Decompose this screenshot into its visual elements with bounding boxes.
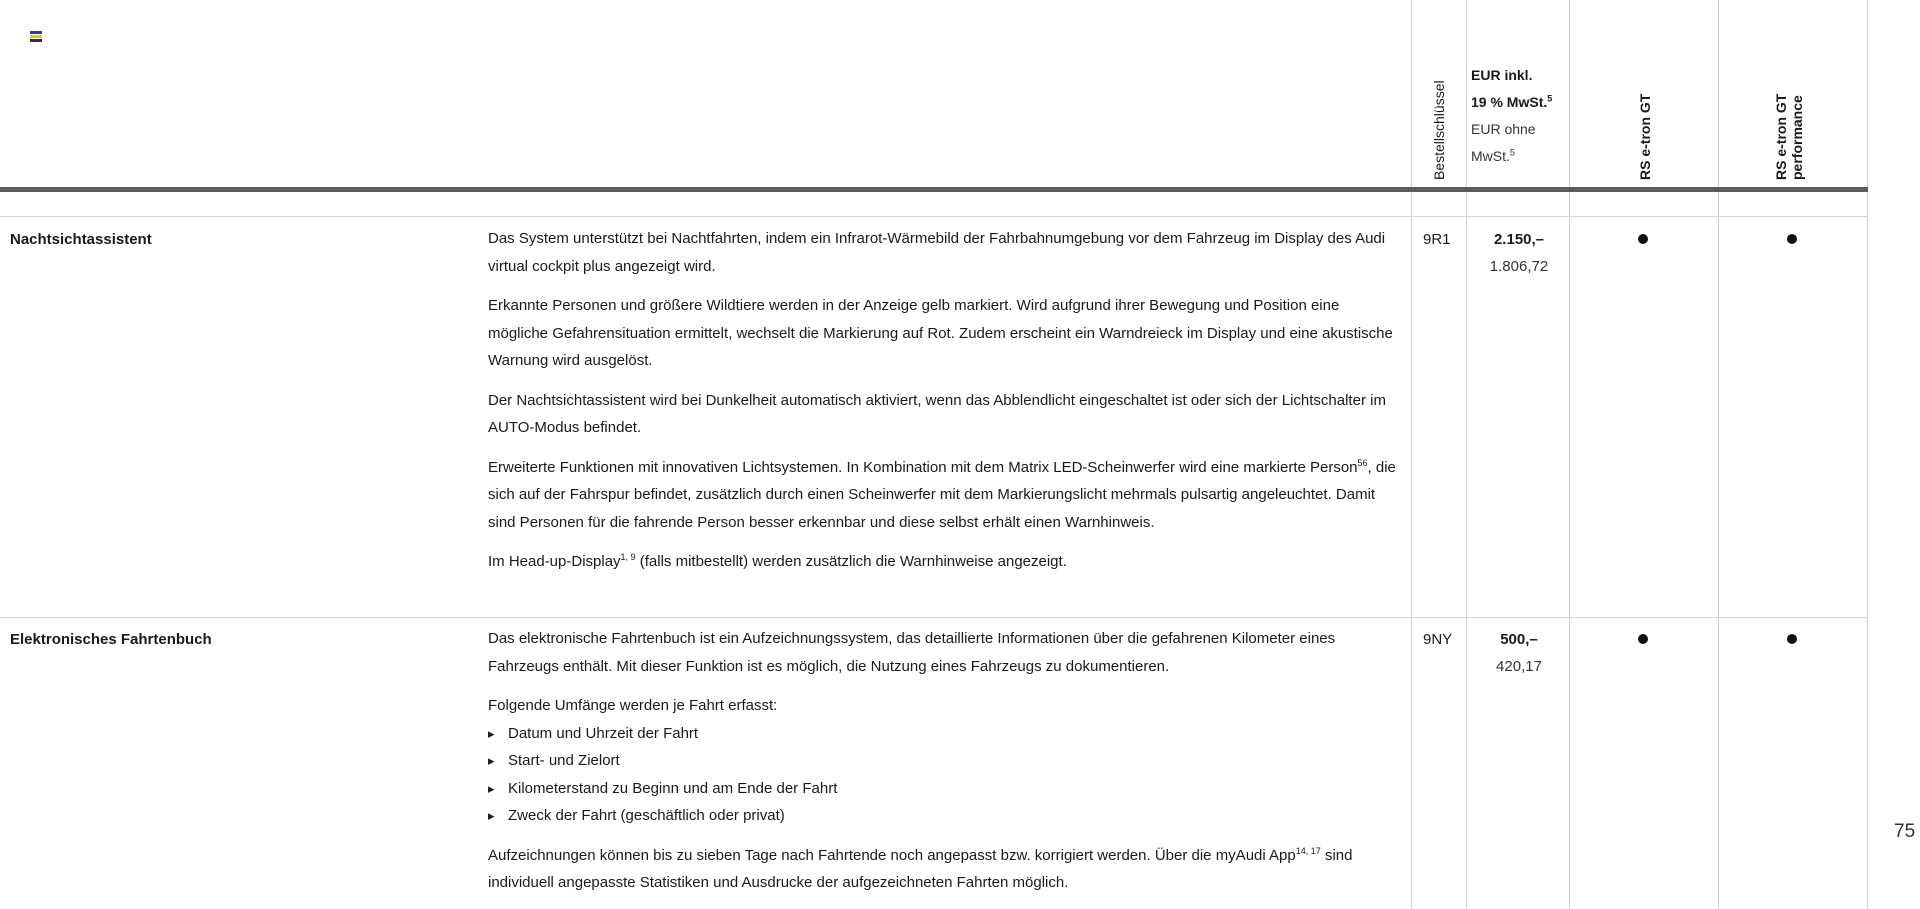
standard-equipment-dot-icon [1638,234,1648,244]
price-incl-vat: 2.150,– [1493,231,1545,248]
price [1471,626,1567,680]
price-excl-vat: 1.806,72 [1489,258,1549,275]
brand-logo-icon [30,31,42,42]
header-model-rs-etron-gt-performance: RS e-tron GT performance [1773,93,1805,180]
list-item: ▸ Datum und Uhrzeit der Fahrt [488,720,1398,748]
description-paragraph: Folgende Umfänge werden je Fahrt erfasst: [488,697,778,714]
column-divider [1867,0,1868,909]
list-item: ▸ Start- und Zielort [488,747,1398,775]
list-item: ▸ Kilometerstand zu Beginn und am Ende der Fahrt [488,775,1398,803]
header-price-incl: EUR inkl. 19 % MwSt.$^5$ [1471,67,1553,110]
row-description [488,625,1398,909]
table-top-rule [0,216,1868,217]
header-order-code: Bestellschlüssel [1431,80,1447,180]
column-divider [1466,0,1467,909]
description-paragraph: Erkannte Personen und größere Wildtiere werden in der Anzeige gelb markiert. Wird aufgrund ihrer Bewegung und Position eine mögliche Gefahrensituation ermittelt, wechselt die Markierung auf Rot. Zudem erscheint ein Warndreieck im Display und eine akustische Warnung wird ausgelöst. [488,297,1393,369]
row-title-elektronisches-fahrtenbuch: Elektronisches Fahrtenbuch [10,631,212,648]
page-number: 75 [1894,821,1916,842]
standard-equipment-dot-icon [1787,234,1797,244]
standard-equipment-dot-icon [1787,634,1797,644]
order-code: 9NY [1423,631,1453,648]
feature-list [488,720,1398,830]
price [1471,226,1567,280]
column-divider [1718,0,1719,909]
column-divider [1411,0,1412,909]
column-divider [1569,0,1570,909]
header-price-excl: EUR ohne MwSt.$^5$ [1471,121,1536,164]
description-paragraph: Erweiterte Funktionen mit innovativen Lichtsystemen. In Kombination mit dem Matrix LED-Scheinwerfer wird eine markierte Person$^{56}$, die sich auf der Fahrspur befindet, zusätzlich durch einen Scheinwerfer mit dem Markierungslicht mehrmals pulsartig angeleuchtet. Damit sind Personen für die fahrende Person besser erkennbar und diese selbst erhält einen Warnhinweis. [488,457,1396,531]
header-price [1471,62,1567,170]
order-code: 9R1 [1423,231,1451,248]
row-separator [0,617,1868,618]
row-description [488,225,1398,588]
description-paragraph: Im Head-up-Display$^{1, 9}$ (falls mitbestellt) werden zusätzlich die Warnhinweise angezeigt. [488,552,1067,570]
description-paragraph: Aufzeichnungen können bis zu sieben Tage nach Fahrtende noch angepasst bzw. korrigiert werden. Über die myAudi App$^{14, 17}$ sind individuell angepasste Statistiken und Ausdrucke der aufgezeichneten Fahrten möglich. [488,845,1353,891]
row-title-nachtsichtassistent: Nachtsichtassistent [10,231,152,248]
description-paragraph: Das System unterstützt bei Nachtfahrten, indem ein Infrarot-Wärmebild der Fahrbahnumgebung vor dem Fahrzeug im Display des Audi virtual cockpit plus angezeigt wird. [488,230,1386,275]
header-model-rs-etron-gt: RS e-tron GT [1637,93,1653,180]
standard-equipment-dot-icon [1638,634,1648,644]
price-excl-vat: 420,17 [1496,658,1542,675]
description-paragraph: Der Nachtsichtassistent wird bei Dunkelheit automatisch aktiviert, wenn das Abblendlicht eingeschaltet ist oder sich der Lichtschalter im AUTO-Modus befindet. [488,391,1386,436]
header-rule [0,187,1868,192]
description-paragraph: Das elektronische Fahrtenbuch ist ein Aufzeichnungssystem, das detaillierte Informationen über die gefahrenen Kilometer eines Fahrzeugs enthält. Mit dieser Funktion ist es möglich, die Nutzung eines Fahrzeugs zu dokumentieren. [488,630,1336,675]
list-item: ▸ Zweck der Fahrt (geschäftlich oder privat) [488,802,1398,830]
price-incl-vat: 500,– [1500,631,1538,648]
